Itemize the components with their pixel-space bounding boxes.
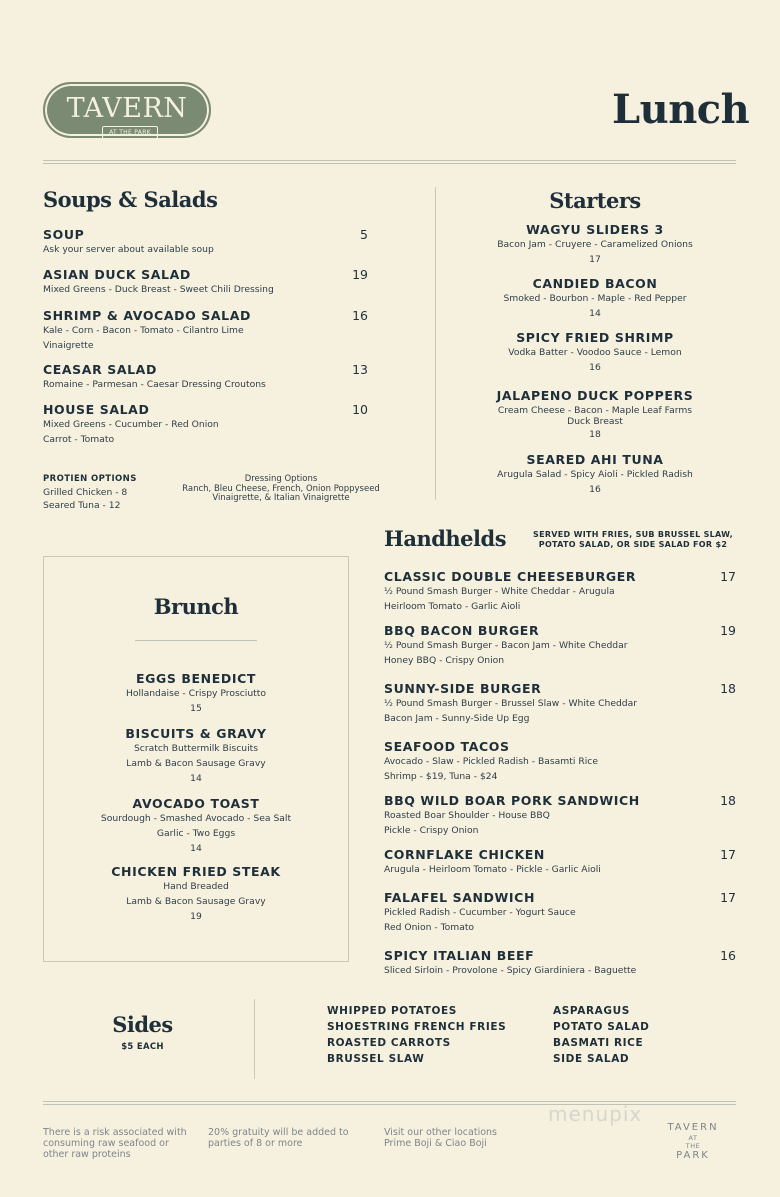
item-desc: Avocado - Slaw - Pickled Radish - Basamti Rice (384, 756, 598, 767)
item-desc: Vinaigrette (43, 340, 94, 351)
item-desc: Pickle - Crispy Onion (384, 825, 479, 836)
item-name: HOUSE SALAD (43, 402, 150, 417)
menu-item (455, 330, 735, 375)
item-name: BBQ WILD BOAR PORK SANDWICH (384, 793, 640, 808)
item-name: SPICY FRIED SHRIMP (516, 330, 674, 345)
item-desc: Shrimp - $19, Tuna - $24 (384, 771, 498, 782)
menu-item (384, 948, 736, 978)
item-price: 16 (352, 308, 368, 323)
item-desc: Hollandaise - Crispy Prosciutto (125, 688, 267, 699)
mark-bottom: PARK (676, 1150, 710, 1161)
item-name: SOUP (43, 227, 85, 242)
item-name: CEASAR SALAD (43, 362, 157, 377)
menu-item (43, 726, 349, 786)
item-desc: Carrot - Tomato (43, 434, 115, 445)
side-item: BASMATI RICE (553, 1037, 644, 1049)
item-name: CHICKEN FRIED STEAK (111, 864, 281, 879)
item-name: AVOCADO TOAST (132, 796, 260, 811)
note-line: SERVED WITH FRIES, SUB BRUSSEL SLAW, (533, 530, 733, 539)
footer-line: consuming raw seafood or (43, 1138, 169, 1149)
item-desc: Sliced Sirloin - Provolone - Spicy Giardiniera - Baguette (384, 965, 637, 976)
item-desc: Pickled Radish - Cucumber - Yogurt Sauce (384, 907, 576, 918)
side-item: SIDE SALAD (553, 1053, 630, 1065)
mark-mid: AT (688, 1134, 698, 1142)
tavern-logo (43, 82, 211, 138)
side-item: ROASTED CARROTS (327, 1037, 451, 1049)
item-desc: ½ Pound Smash Burger - White Cheddar - Arugula (384, 586, 615, 597)
sides-subtitle: $5 EACH (121, 1042, 164, 1052)
item-desc: Garlic - Two Eggs (156, 828, 236, 839)
item-desc: Arugula - Heirloom Tomato - Pickle - Garlic Aioli (384, 864, 601, 875)
footer-line: Visit our other locations (384, 1127, 497, 1138)
top-rule (43, 160, 736, 161)
item-desc: Duck Breast (567, 416, 623, 427)
footer-gratuity (208, 1127, 349, 1149)
menu-item (43, 267, 368, 297)
note-line: POTATO SALAD, OR SIDE SALAD FOR $2 (538, 540, 728, 549)
item-name: SPICY ITALIAN BEEF (384, 948, 535, 963)
menu-item (43, 402, 368, 447)
item-desc: Honey BBQ - Crispy Onion (384, 655, 505, 666)
footer-line: parties of 8 or more (208, 1138, 303, 1149)
item-desc: Red Onion - Tomato (384, 922, 475, 933)
item-desc: Romaine - Parmesan - Caesar Dressing Croutons (43, 379, 266, 390)
item-name: ASIAN DUCK SALAD (43, 267, 191, 282)
item-name: FALAFEL SANDWICH (384, 890, 535, 905)
menu-item (384, 569, 736, 614)
item-desc: Mixed Greens - Duck Breast - Sweet Chili Dressing (43, 284, 274, 295)
starters-title: Starters (549, 188, 641, 213)
menupix-watermark: menupix (548, 1102, 643, 1126)
item-desc: Sourdough - Smashed Avocado - Sea Salt (100, 813, 292, 824)
item-desc: Heirloom Tomato - Garlic Aioli (384, 601, 521, 612)
menu-item (455, 222, 735, 267)
protein-line: Grilled Chicken - 8 (43, 487, 128, 498)
footer-risk (43, 1127, 187, 1160)
item-price: 16 (720, 948, 736, 963)
page-title: Lunch (612, 86, 750, 133)
soups-salads-title: Soups & Salads (43, 187, 218, 212)
item-price: 5 (360, 227, 368, 242)
item-desc: Cream Cheese - Bacon - Maple Leaf Farms (497, 405, 693, 416)
menu-item (384, 681, 736, 726)
item-desc: Mixed Greens - Cucumber - Red Onion (43, 419, 219, 430)
item-desc: Ask your server about available soup (43, 244, 214, 255)
item-price: 17 (720, 569, 736, 584)
item-name: WAGYU SLIDERS 3 (526, 222, 664, 237)
item-price: 14 (190, 843, 202, 854)
item-price: 17 (720, 847, 736, 862)
item-price: 18 (589, 429, 601, 440)
item-price: 18 (720, 681, 736, 696)
menu-item (43, 796, 349, 856)
side-item: ASPARAGUS (553, 1005, 630, 1017)
item-name: CANDIED BACON (532, 276, 658, 291)
item-desc: Bacon Jam - Sunny-Side Up Egg (384, 713, 530, 724)
protein-line: Seared Tuna - 12 (43, 500, 121, 511)
logo-name: TAVERN (66, 93, 188, 124)
item-price: 16 (589, 362, 601, 373)
item-name: EGGS BENEDICT (135, 671, 256, 686)
side-item: SHOESTRING FRENCH FRIES (327, 1021, 507, 1033)
item-price: 13 (352, 362, 368, 377)
item-desc: Lamb & Bacon Sausage Gravy (126, 896, 266, 907)
footer-line: other raw proteins (43, 1149, 131, 1160)
item-desc: Bacon Jam - Cruyere - Caramelized Onions (497, 239, 693, 250)
handhelds-title: Handhelds (384, 526, 507, 551)
item-name: SUNNY-SIDE BURGER (384, 681, 542, 696)
item-price: 17 (589, 254, 601, 265)
dressing-line: Vinaigrette, & Italian Vinaigrette (212, 493, 350, 503)
protein-options (43, 473, 137, 512)
item-price: 19 (720, 623, 736, 638)
item-desc: Arugula Salad - Spicy Aioli - Pickled Radish (497, 469, 693, 480)
item-price: 14 (190, 773, 202, 784)
item-desc: ½ Pound Smash Burger - Bacon Jam - White Cheddar (384, 640, 628, 651)
menu-item (455, 388, 735, 442)
sides-title: Sides (112, 1012, 173, 1037)
item-name: JALAPENO DUCK POPPERS (496, 388, 694, 403)
item-name: CORNFLAKE CHICKEN (384, 847, 545, 862)
sides-col-2 (553, 1003, 649, 1067)
item-name: BISCUITS & GRAVY (125, 726, 267, 741)
item-price: 19 (352, 267, 368, 282)
item-name: CLASSIC DOUBLE CHEESEBURGER (384, 569, 637, 584)
footer-locations (384, 1127, 497, 1149)
menu-item (384, 623, 736, 668)
item-price: 17 (720, 890, 736, 905)
item-desc: Vodka Batter - Voodoo Sauce - Lemon (508, 347, 682, 358)
item-price: 19 (190, 911, 202, 922)
item-desc: Smoked - Bourbon - Maple - Red Pepper (503, 293, 687, 304)
item-desc: Lamb & Bacon Sausage Gravy (126, 758, 266, 769)
side-item: WHIPPED POTATOES (327, 1005, 457, 1017)
menu-item (43, 362, 368, 392)
menu-item (384, 890, 736, 935)
menu-item (384, 847, 736, 877)
menu-item (455, 452, 735, 497)
handhelds-note (528, 530, 738, 550)
dressing-options (175, 475, 387, 504)
item-name: SEARED AHI TUNA (526, 452, 664, 467)
top-rule-2 (43, 163, 736, 164)
column-divider (435, 187, 436, 500)
item-name: BBQ BACON BURGER (384, 623, 540, 638)
mark-mid: THE (685, 1142, 701, 1150)
brunch-rule (135, 640, 257, 641)
dressing-line: Ranch, Bleu Cheese, French, Onion Poppyseed (182, 483, 380, 494)
item-price: 18 (720, 793, 736, 808)
menu-item (455, 276, 735, 321)
item-desc: Scratch Buttermilk Biscuits (133, 743, 259, 754)
side-item: BRUSSEL SLAW (327, 1053, 425, 1065)
side-item: POTATO SALAD (553, 1021, 650, 1033)
footer-line: 20% gratuity will be added to (208, 1127, 349, 1138)
item-price: 14 (589, 308, 601, 319)
item-desc: ½ Pound Smash Burger - Brussel Slaw - White Cheddar (384, 698, 638, 709)
dressing-title: Dressing Options (244, 474, 318, 484)
item-price: 10 (352, 402, 368, 417)
item-desc: Kale - Corn - Bacon - Tomato - Cilantro Lime (43, 325, 244, 336)
item-name: SEAFOOD TACOS (384, 739, 510, 754)
item-desc: Hand Breaded (163, 881, 229, 892)
footer-line: There is a risk associated with (43, 1127, 187, 1138)
footer-line: Prime Boji & Ciao Boji (384, 1138, 487, 1149)
logo-subtitle: AT THE PARK (102, 126, 158, 139)
tavern-mark (658, 1122, 728, 1162)
protein-title: PROTIEN OPTIONS (43, 474, 137, 484)
brunch-title: Brunch (153, 594, 239, 619)
menu-item (384, 739, 736, 784)
item-desc: Roasted Boar Shoulder - House BBQ (384, 810, 550, 821)
menu-item (43, 308, 368, 353)
item-price: 16 (589, 484, 601, 495)
menu-item (43, 864, 349, 924)
mark-top: TAVERN (667, 1122, 719, 1133)
item-price: 15 (190, 703, 202, 714)
sides-col-1 (327, 1003, 506, 1067)
sides-divider (254, 999, 255, 1079)
item-name: SHRIMP & AVOCADO SALAD (43, 308, 251, 323)
menu-item (43, 671, 349, 716)
menu-item (384, 793, 736, 838)
menu-item (43, 227, 368, 257)
